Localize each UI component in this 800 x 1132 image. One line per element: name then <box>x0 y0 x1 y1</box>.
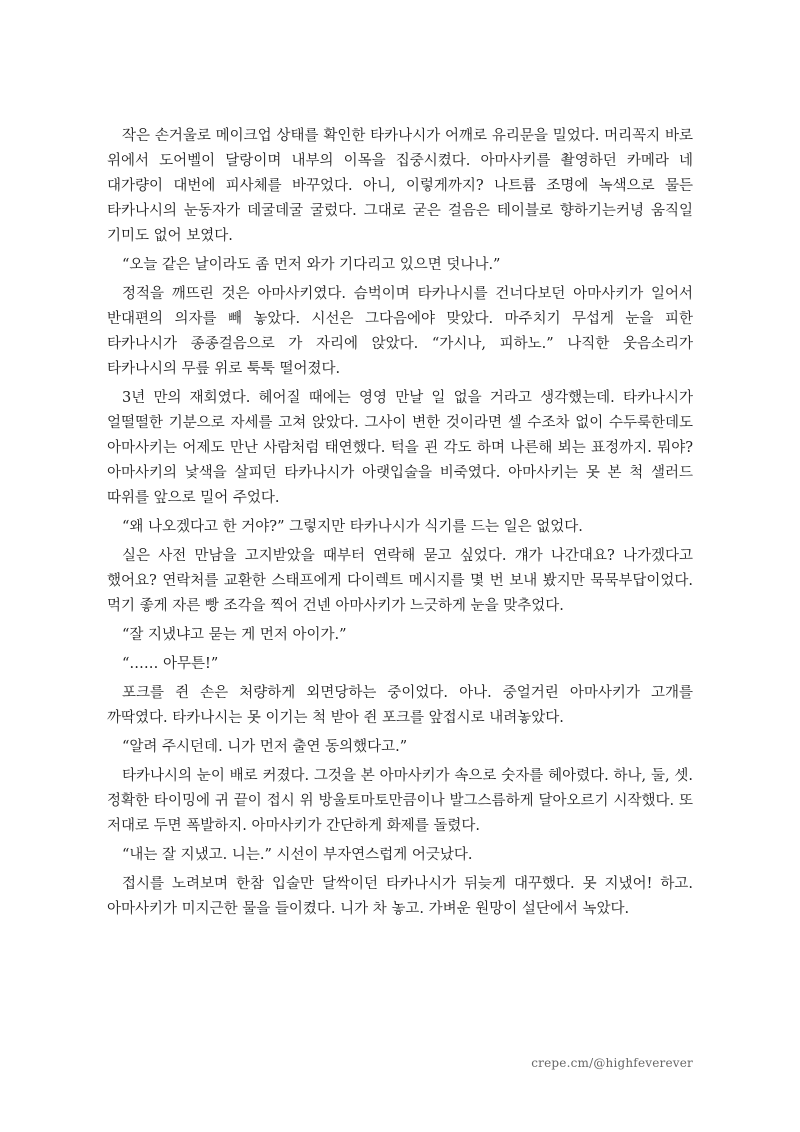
paragraph: 포크를 쥔 손은 처량하게 외면당하는 중이었다. 아나. 중얼거린 아마사키가 고개를 까딱였다. 타카나시는 못 이기는 척 받아 쥔 포크를 앞접시로 내려놓았다. <box>107 685 693 726</box>
paragraph: “잘 지냈냐고 묻는 게 먼저 아이가.” <box>122 627 347 643</box>
paragraph: “알려 주시던데. 니가 먼저 출연 동의했다고.” <box>122 739 408 755</box>
story-body <box>107 124 693 926</box>
paragraph: 3년 만의 재회였다. 헤어질 때에는 영영 만날 일 없을 거라고 생각했는데. 타카나시가 얼떨떨한 기분으로 자세를 고쳐 앉았다. 그사이 변한 것이라면 셀 수조차 없이 수두룩한데도 아마사키는 어제도 만난 사람처럼 태연했다. 턱을 괸 각도 하며 나른해 뵈는 표정까지. 뭐야? 아마사키의 낯색을 살피던 타카나시가 아랫입술을 비죽였다. 아마사키는 못 본 척 샐러드 따위를 앞으로 밀어 주었다. <box>107 390 693 506</box>
paragraph: 접시를 노려보며 한참 입술만 달싹이던 타카나시가 뒤늦게 대꾸했다. 못 지냈어! 하고. 아마사키가 미지근한 물을 들이켰다. 니가 차 놓고. 가벼운 원망이 설단에서 녹았다. <box>107 876 693 917</box>
paragraph: 실은 사전 만남을 고지받았을 때부터 연락해 묻고 싶었다. 걔가 나간대요? 나가겠다고 했어요? 연락처를 교환한 스태프에게 다이렉트 메시지를 몇 번 보내 봤지만 묵묵부답이었다. 먹기 좋게 자른 빵 조각을 찍어 건넨 아마사키가 느긋하게 눈을 맞추었다. <box>107 548 693 614</box>
paragraph: “내는 잘 지냈고. 니는.” 시선이 부자연스럽게 어긋났다. <box>122 847 473 863</box>
paragraph: “…… 아무튼!” <box>122 656 219 672</box>
paragraph: 작은 손거울로 메이크업 상태를 확인한 타카나시가 어깨로 유리문을 밀었다. 머리꼭지 바로 위에서 도어벨이 달랑이며 내부의 이목을 집중시켰다. 아마사키를 촬영하던 카메라 네 대가량이 대번에 피사체를 바꾸었다. 아니, 이렇게까지? 나트륨 조명에 녹색으로 물든 타카나시의 눈동자가 데굴데굴 굴렀다. 그대로 굳은 걸음은 테이블로 향하기는커녕 움직일 기미도 없어 보였다. <box>107 128 693 244</box>
author-link-footer: crepe.cm/@highfeverever <box>531 1056 693 1070</box>
paragraph: 정적을 깨뜨린 것은 아마사키였다. 슴벅이며 타카나시를 건너다보던 아마사키가 일어서 반대편의 의자를 빼 놓았다. 시선은 그다음에야 맞았다. 마주치기 무섭게 눈을 피한 타카나시가 종종걸음으로 가 자리에 앉았다. “가시나, 피하노.” 나직한 웃음소리가 타카나시의 무릎 위로 툭툭 떨어졌다. <box>107 286 693 377</box>
paragraph: 타카나시의 눈이 배로 커졌다. 그것을 본 아마사키가 속으로 숫자를 헤아렸다. 하나, 둘, 셋. 정확한 타이밍에 귀 끝이 접시 위 방울토마토만큼이나 발그스름하게 달아오르기 시작했다. 또 저대로 두면 폭발하지. 아마사키가 간단하게 화제를 돌렸다. <box>107 768 693 834</box>
paragraph: “왜 나오겠다고 한 거야?” 그렇지만 타카나시가 식기를 드는 일은 없었다. <box>122 519 583 535</box>
paragraph: “오늘 같은 날이라도 좀 먼저 와가 기다리고 있으면 덧나나.” <box>122 257 501 273</box>
